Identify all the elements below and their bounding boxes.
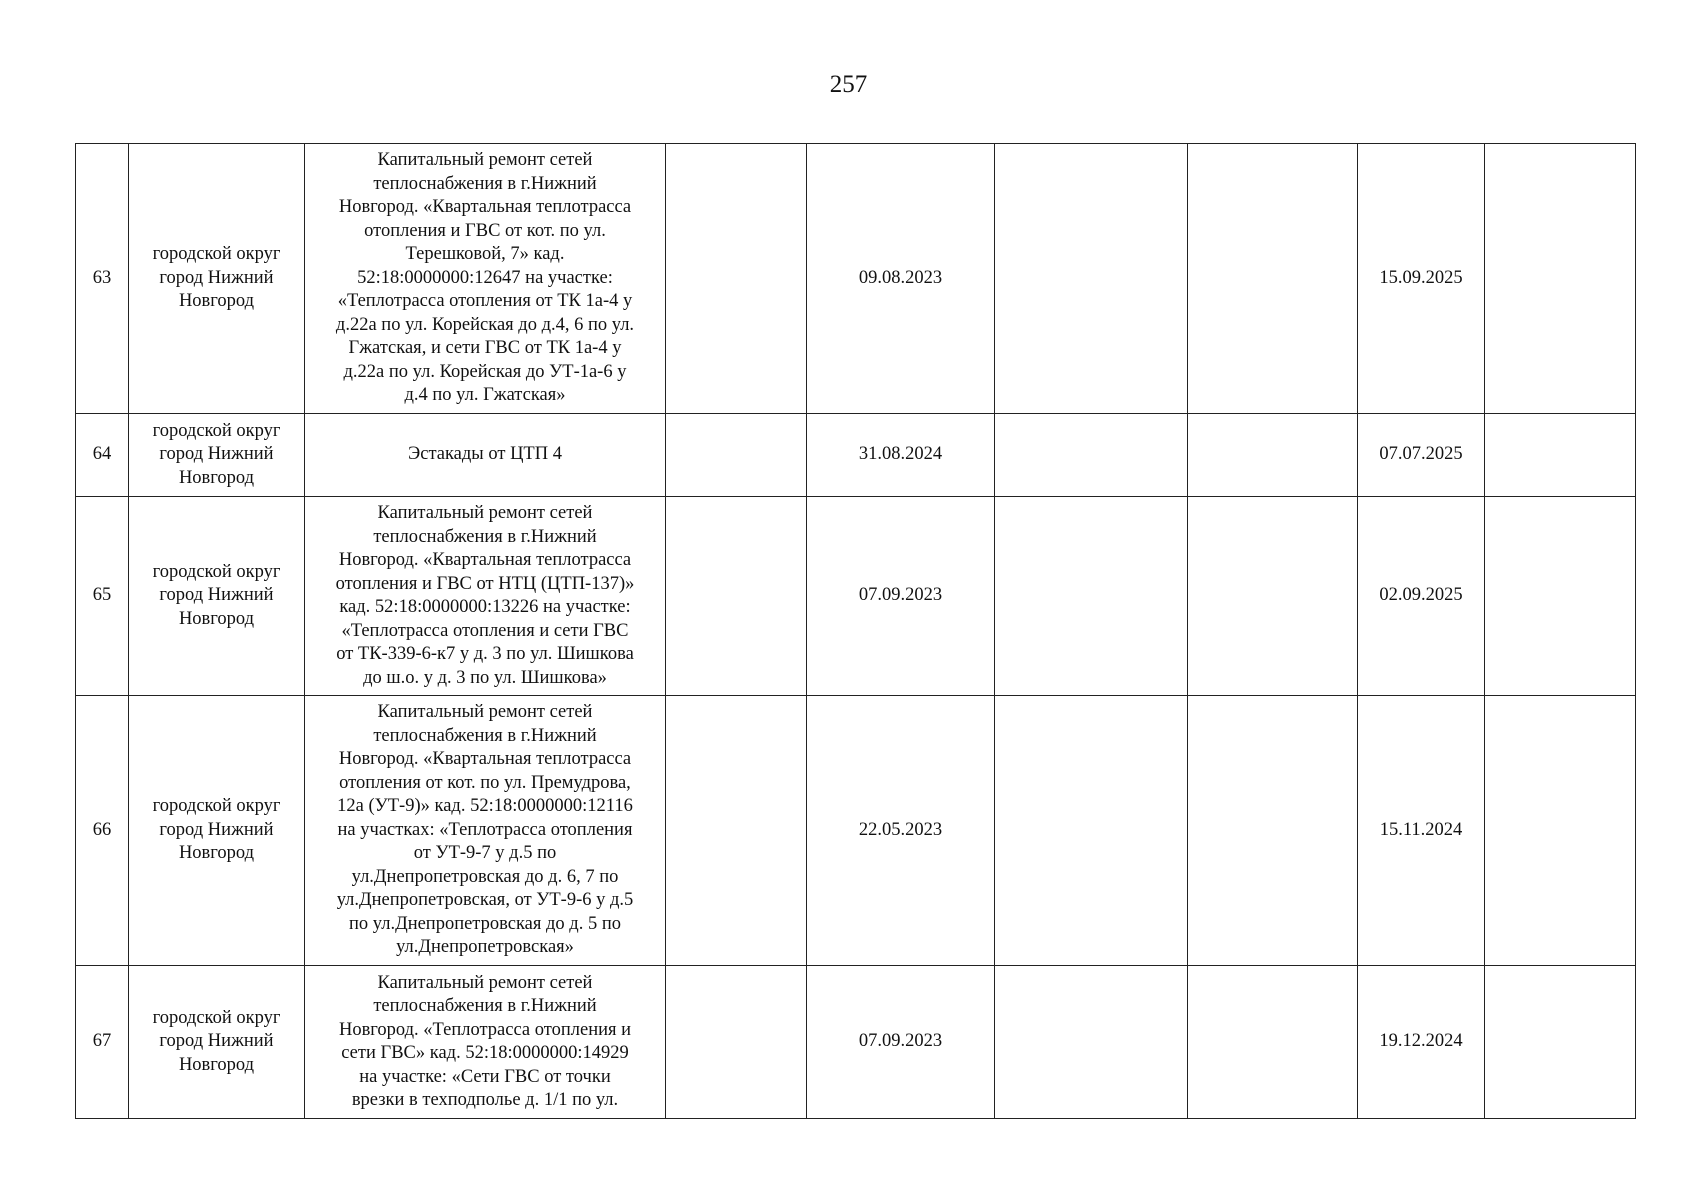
empty-cell	[995, 414, 1188, 497]
registry-table	[75, 143, 1636, 1119]
end-date-cell: 07.07.2025	[1358, 414, 1485, 497]
empty-cell	[995, 497, 1188, 696]
empty-cell	[666, 414, 807, 497]
description-cell: Капитальный ремонт сетей теплоснабжения в г.Нижний Новгород. «Квартальная теплотрасса отопления и ГВС от НТЦ (ЦТП-137)» кад. 52:18:0000000:13226 на участке: «Теплотрасса отопления и сети ГВС от ТК-339-6-к7 у д. 3 по ул. Шишкова до ш.о. у д. 3 по ул. Шишкова»	[305, 497, 666, 696]
district-cell: городской округ город Нижний Новгород	[129, 144, 305, 414]
row-number: 64	[76, 414, 129, 497]
empty-cell	[666, 696, 807, 966]
district-cell: городской округ город Нижний Новгород	[129, 966, 305, 1119]
end-date-cell: 02.09.2025	[1358, 497, 1485, 696]
description-cell: Капитальный ремонт сетей теплоснабжения в г.Нижний Новгород. «Квартальная теплотрасса отопления и ГВС от кот. по ул. Терешковой, 7» кад. 52:18:0000000:12647 на участке: «Теплотрасса отопления от ТК 1а-4 у д.22а по ул. Корейская до д.4, 6 по ул. Гжатская, и сети ГВС от ТК 1а-4 у д.22а по ул. Корейская до УТ-1а-6 у д.4 по ул. Гжатская»	[305, 144, 666, 414]
empty-cell	[995, 144, 1188, 414]
empty-cell	[1485, 497, 1636, 696]
empty-cell	[1188, 144, 1358, 414]
end-date-cell: 15.09.2025	[1358, 144, 1485, 414]
end-date-cell: 15.11.2024	[1358, 696, 1485, 966]
row-number: 66	[76, 696, 129, 966]
district-cell: городской округ город Нижний Новгород	[129, 696, 305, 966]
description-cell: Эстакады от ЦТП 4	[305, 414, 666, 497]
description-cell: Капитальный ремонт сетей теплоснабжения в г.Нижний Новгород. «Квартальная теплотрасса отопления от кот. по ул. Премудрова, 12а (УТ-9)» кад. 52:18:0000000:12116 на участках: «Теплотрасса отопления от УТ-9-7 у д.5 по ул.Днепропетровская до д. 6, 7 по ул.Днепропетровская, от УТ-9-6 у д.5 по ул.Днепропетровская до д. 5 по ул.Днепропетровская»	[305, 696, 666, 966]
empty-cell	[1188, 497, 1358, 696]
table-row	[76, 966, 1636, 1119]
district-cell: городской округ город Нижний Новгород	[129, 414, 305, 497]
table-row	[76, 497, 1636, 696]
start-date-cell: 07.09.2023	[807, 966, 995, 1119]
start-date-cell: 31.08.2024	[807, 414, 995, 497]
empty-cell	[995, 966, 1188, 1119]
empty-cell	[666, 966, 807, 1119]
empty-cell	[1485, 696, 1636, 966]
empty-cell	[666, 497, 807, 696]
empty-cell	[1485, 966, 1636, 1119]
empty-cell	[1188, 414, 1358, 497]
start-date-cell: 22.05.2023	[807, 696, 995, 966]
table-row	[76, 414, 1636, 497]
empty-cell	[995, 696, 1188, 966]
row-number: 63	[76, 144, 129, 414]
table-row	[76, 696, 1636, 966]
table-row	[76, 144, 1636, 414]
empty-cell	[1485, 414, 1636, 497]
row-number: 67	[76, 966, 129, 1119]
empty-cell	[1188, 696, 1358, 966]
page-number: 257	[829, 71, 868, 98]
district-cell: городской округ город Нижний Новгород	[129, 497, 305, 696]
start-date-cell: 09.08.2023	[807, 144, 995, 414]
start-date-cell: 07.09.2023	[807, 497, 995, 696]
row-number: 65	[76, 497, 129, 696]
empty-cell	[1485, 144, 1636, 414]
description-cell: Капитальный ремонт сетей теплоснабжения в г.Нижний Новгород. «Теплотрасса отопления и сети ГВС» кад. 52:18:0000000:14929 на участке: «Сети ГВС от точки врезки в техподполье д. 1/1 по ул.	[305, 966, 666, 1119]
empty-cell	[1188, 966, 1358, 1119]
empty-cell	[666, 144, 807, 414]
end-date-cell: 19.12.2024	[1358, 966, 1485, 1119]
